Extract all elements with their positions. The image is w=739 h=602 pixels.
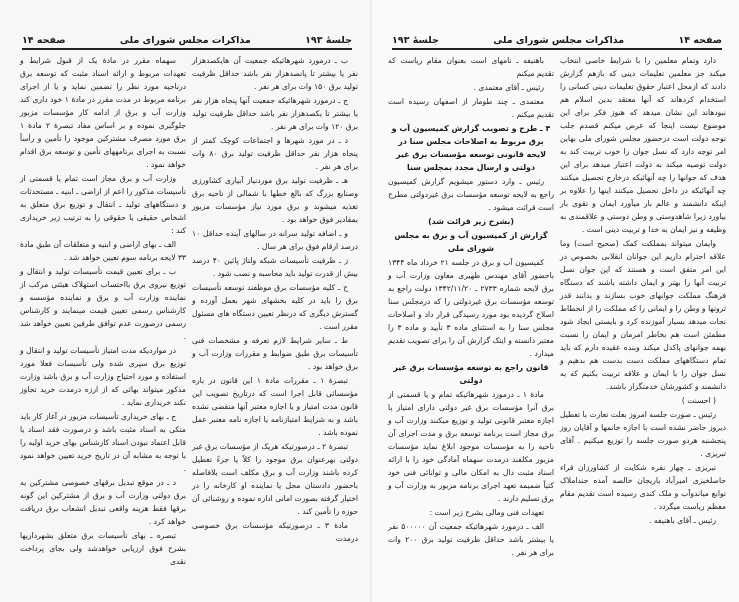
text-column-right bbox=[560, 54, 726, 528]
section-heading: گزارش از کمیسیون آب و برق به مجلس شورای ملی bbox=[394, 231, 548, 253]
text-column-left bbox=[20, 54, 186, 569]
section-heading: قانون راجع به توسعه مؤسسات برق غیر دولتی bbox=[393, 363, 549, 385]
page-number: صفحه ۱۴ bbox=[678, 35, 722, 46]
paragraph: معتمدی ـ چند طومار از اصفهان رسیده است تقدیم میکنم . bbox=[388, 97, 554, 119]
paragraph: کمیسیون آب و برق در جلسه ۲۱ خرداد ماه ۱۳۴۴ باحضور آقای مهندس ظهیری معاون وزارت آب و برق لایحه شماره ۲۷۳۳ ـ ۱۳۴۲/۱۱/۲۰ دولت راجع به توسعه مؤسسات برق غیردولتی را که درمجلس سنا اصلاح گردیده بود مورد رسیدگی قرار داد و اصلاحات مجلس سنا را به استثنای ماده ۳ تأیید و ماده ۳ را معتبر دانسته و اینک گزارش آن را برای تصویب تقدیم میدارد . bbox=[388, 258, 554, 358]
paragraph: رئیس ـ صورت جلسه امروز بعلت تعارت با تعطیل دیروز حاضر نشده است با اجازه خانمها و آقایان روز پنجشنبه هردو صورت جلسه را توزیع میکنیم . آقای تبریزی . bbox=[560, 410, 726, 458]
page-header bbox=[392, 32, 722, 50]
paragraph: د ـ در مورد شهرها و اجتماعات کوچک کمتر از پنجاه هزار نفر حداقل ظرفیت تولید برق ۸۰ وات برای هر نفر . bbox=[192, 136, 358, 171]
paragraph: سهماه مقرر در مادهٔ یک از قبول شرایط و تعهدات مربوط و ارائه اسناد مثبت که توسعه برق درناحیه مورد نظر را تضمین نماید و یا از اجرای برنامه مربوط در مدت مقرر در مادهٔ ۱ خود داری کند وزارت آب و برق از ادامه کار مؤسسات مزبور جلوگیری نموده و بر اساس مفاد تبصرهٔ ۲ مادهٔ ۱ برق مورد مصرف مشترکین موجود را تأمین و رأساً نسبت به اجرای برنامههای تأمین و توسعه برق اقدام خواهد نمود . bbox=[20, 56, 186, 169]
text-column-left bbox=[388, 54, 554, 560]
page-number: صفحه ۱۴ bbox=[22, 35, 66, 46]
paragraph: تعهدات فنی ومالی بشرح زیر است : bbox=[429, 508, 544, 517]
paragraph: ز ـ ظرفیت تأسیسات شبکه ولتاژ پائین ۴۰ درصد بیش از قدرت تولید باید محاسبه و نصب شود . bbox=[192, 256, 358, 278]
paragraph: وایمان میتواند بمملکت کمک (صحیح است) وما علاقه احترام داریم این جوانان انقلابی بخصوص در این امر متفق است و هستند که این جوان نسل تربیت آنها را بهتر و ایمان داشته باشند که دستگاه فرهنگ مملکت جوانهای خوب بسازند و بدانند قدر ثروتها و وطن را و ایمانی را که مملکت را از انحطاط نجات میدهد بسیار آموزنده کرد و بایستی ایجاد شود مطمئن است هم بخاطر امرمان و ایمان را نسبت بهمه جوانهای پاکدل میکند وبنده عقیده دارم که باید تمام دستگاههای مملکت دست بدست هم بدهیم و نسل جوان را با ایمان و علاقه تربیت بکنیم که به دانشمند و کشورشان خدمتگزار باشند. bbox=[560, 239, 726, 391]
paragraph: باهنیفه ـ نامهای است بعنوان مقام ریاست که تقدیم میکنم bbox=[388, 56, 554, 78]
paragraph: وزارت آب و برق مجاز است تمام یا قسمتی از تأسیسات مذکور را اعم از اراضی ـ ابنیه ـ مستحدثات و دستگاههای تولید ـ انتقال و توزیع برق متعلق به اشخاص حقیقی یا حقوقی را به ترتیب زیر خریداری کند : bbox=[20, 174, 186, 235]
text-column-right bbox=[192, 54, 358, 546]
session-number: جلسهٔ ۱۹۳ bbox=[305, 35, 352, 46]
paragraph: تبریزی ـ چهار نفره شکایت از کشاورزان قراء حاصلخیزی امیرآباد یاریجان خالصه آمده جنداملاک توابع میاندوآب و ملک کندی رسیده است تقدیم مقام معظم ریاست میگردد . bbox=[560, 463, 726, 511]
page-header bbox=[22, 32, 352, 50]
right-page bbox=[376, 0, 739, 602]
paragraph: رئیس ـ وارد دستور میشویم گزارش کمیسیون راجع به لایحه توسعه مؤسسات برق غیردولتی مطرح است قرائت میشود . bbox=[388, 177, 554, 212]
session-number: جلسهٔ ۱۹۳ bbox=[392, 35, 439, 46]
paragraph: ( احسنت ) bbox=[681, 396, 716, 405]
paragraph: الف ـ بهای اراضی و ابنیه و متعلقات آن طبق مادهٔ ۳۳ لایحه برنامه سوم تعیین خواهد شد . bbox=[20, 240, 186, 262]
paragraph: مادهٔ ۳ ـ درصورتیکه مؤسسات برق خصوصی درمدت bbox=[192, 521, 358, 543]
paragraph: الف ـ درمورد شهرهائیکه جمعیت آن ۵۰۰۰۰۰ نفر یا بیشتر باشد حداقل ظرفیت تولید برق ۲۰۰ وات برای هر نفر . bbox=[388, 522, 554, 557]
paragraph: تبصرهٔ ۲ ـ درصورتیکه هریک از مؤسسات برق غیر دولتی بهرعنوان برق موجود را کلاً یا جزءً تعطیل کرده باشند وزارت آب و برق مکلف است بلافاصله باحضور دادستان محل یا نماینده او کارخانه را در اختیار گرفته بصورت امانی اداره نموده و روشنائی آن حوزه را تأمین کند . bbox=[192, 442, 358, 516]
paragraph: تبصرهٔ ۱ ـ مقررات مادهٔ ۱ این قانون در باره مؤسسائی قابل اجرا است که درتاریخ تصویب این قانون مدت امتیاز و یا اجازه معتبر آنها منقضی نشده باشد و به شرایط امتیازنامه یا اجازه نامه معتبر عمل نموده باشد . bbox=[192, 376, 358, 437]
paragraph: ب ـ درمورد شهرهائیکه جمعیت آن هایکصدهزار نفر یا بیشتر تا پانصدهزار نفر باشد حداقل ظرفیت تولید برق ۱۵۰ وات برای هر نفر . bbox=[192, 56, 358, 91]
paragraph: هـ ـ ظرفیت تولید برق موردنیاز آبیاری کشاورزی وصنایع بزرگ که بالغ خطها با شمالی از ناحیه برق تغذیه میشوند و برق مورد نیاز مؤسسات مزبور بمقادیر فوق خواهد بود . bbox=[192, 176, 358, 224]
paragraph: دارد وتمام معلمین را با شرایط خاصی انتخاب میکند جز معلمین تعلیمات دینی که بازهم گزارش دادند که ازمحل اعتبار حقوق تعلیمات دینی کسانی را استخدام کردهاند که آنها معتقد بدین اسلام هم نبودهاند این نشان میدهد که هنوز فکر برای این موضوع نیست اینجا که عرض میکنم قصدم جلب توجه دولت است درحضور مجلس شورای ملی بهاین امر توجه دارد که نسل جوان را خوب تربیت کند به دولت توصیه میکند به دولت اعتبار میدهد برای این هدف که جوانها را چه آنهائیکه درخارج تحصیل میکنند چه آنهائیکه در داخل تحصیل میکنند اینها را علاوه بر اینکه دانشمند و عالم بار میآورد ایمان و تقوی بار بیاورد زیرا شاهدوستی و وطن دوستی و علاقمندی به وظیفه و نیز ایمان به خدا و تربیت دینی است . bbox=[560, 56, 726, 234]
paragraph: رئیس ـ آقای معتمدی . bbox=[473, 83, 544, 92]
paragraph: ب ـ برای تعیین قیمت تأسیسات تولید و انتقال و توزیع نیروی برق بااحتساب استهلاک هیئتی مرکب از نماینده وزارت آب و برق و نماینده مؤسسه و کارشناس رسمی تعیین قیمت مینمایند و کارشناس رسمی درصورت عدم توافق طرفین تعیین خواهد شد . bbox=[20, 267, 186, 341]
running-title: مذاکرات مجلس شورای ملی bbox=[119, 35, 251, 46]
section-heading: ۴ ـ طرح و تصویب گزارش کمیسیون آب و برق مربوط به اصلاحات مجلس سنا در لایحه قانونی توسعه مؤسسات برق غیر دولتی و ارسال مجدد بمجلس سنا bbox=[391, 124, 551, 172]
paragraph: د ـ در موقع تبدیل برقهای خصوصی مشترکین به برق دولتی وزارت آب و برق از مشترکین این گونه برقها فقط هزینه واقعی تبدیل انشعاب برق دریافت خواهد کرد . bbox=[20, 478, 186, 526]
paragraph: ج ـ درمورد شهرهائیکه جمعیت آنها پنجاه هزار نفر یا بیشتر تا یکصدهزار نفر باشد حداقل ظرفیت تولید برق ۱۲۰ وات برای هر نفر . bbox=[192, 96, 358, 131]
section-heading: (بشرح زیر قرائت شد) bbox=[428, 217, 514, 226]
paragraph: ج ـ بهای خریداری تأسیسات مزبور در آغاز کار باید متکی به اسناد مثبت باشد و درصورت فقد اسناد یا قابل اعتماد نبودن اسناد کارشناس بهای خرید اولیه را با توجه به مشابه آن در تاریخ خرید تعیین خواهد نمود . bbox=[20, 412, 186, 473]
paragraph: در مواردیکه مدت امتیاز تأسیسات تولید و انتقال و توزیع برق سپری شده ولی تأسیسات فعلا مورد استفاده و مورد احتیاج وزارت آب و برق باشد وزارت مذکور میتواند بهائی که از ارزه درمدت خرید تجاوز نکند خریداری نماید . bbox=[20, 346, 186, 407]
paragraph: تبصره ـ بهای تأسیسات برق متعلق بشهرداریها بشرح فوق ارزیابی خواهدشد ولی بجای پرداخت نقدی bbox=[20, 531, 186, 566]
paragraph: و ـ اضافه تولید سرانه در سالهای آینده حداقل ۱۰ درصد ارقام فوق برای هر سال . bbox=[192, 229, 358, 251]
paragraph: رئیس ـ آقای باهنیفه . bbox=[649, 516, 716, 525]
paragraph: مادهٔ ۱ ـ درمورد شهرهائیکه تمام و یا قسمتی از برق آنرا مؤسسات برق غیر دولتی دارای امتیاز یا اجازه معتبر قانونی تولید و توزیع میکنند وزارت آب و برق مجاز است برنامه توسعه برق و مدت اجرای آن ناحیه را به مؤسسات موجود ابلاغ نماید مؤسسات مزبور مکلفند درمدت سهماه آمادگی خود را با ارائه اسناد مثبت دال به امکان مالی و توانائی فنی خود کتباً ضمیمه تعهد اجرای برنامه مزبور به وزارت آب و برق تسلیم دارند . bbox=[388, 390, 554, 503]
running-title: مذاکرات مجلس شورای ملی bbox=[493, 35, 625, 46]
paragraph: ح ـ کلیه مؤسسات برق موظفند توسعه تأسیسات برق را باید در کلیه بخشهای شهر بعمل آورده و گسترش دیگری که درنظر تعیین دستگاه های مسئول مقرر است . bbox=[192, 283, 358, 331]
paragraph: ط ـ سایر شرایط لازم تعرفه و مشخصات فنی تأسیسات برق طبق ضوابط و مقررات وزارت آب و برق خواهد بود . bbox=[192, 336, 358, 371]
